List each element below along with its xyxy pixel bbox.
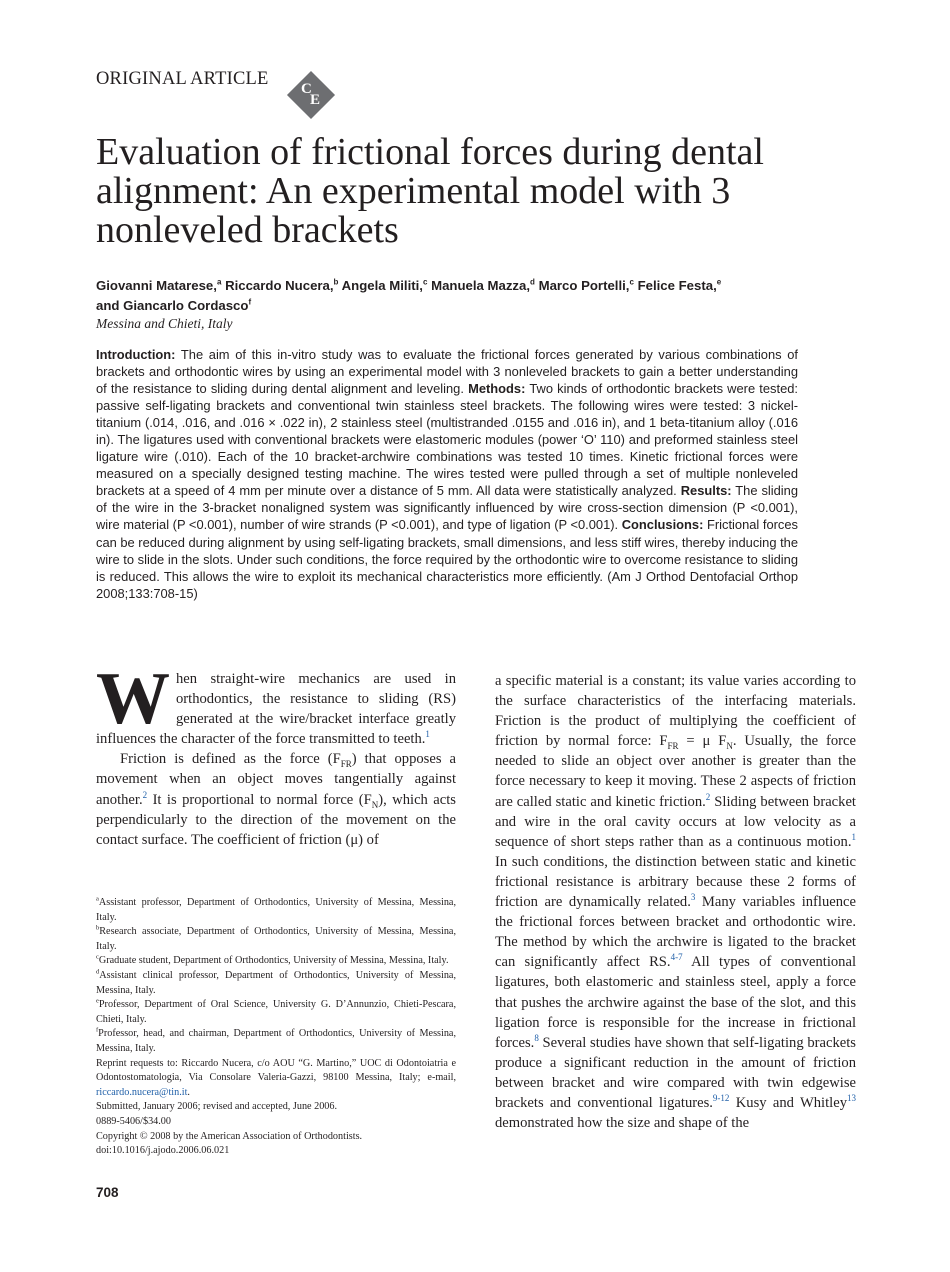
- author: Giovanni Matarese,: [96, 278, 217, 293]
- paragraph-text: Friction is defined as the force (F: [120, 751, 341, 768]
- body-paragraph: [96, 749, 456, 849]
- abstract-methods-text: Two kinds of orthodontic brackets were tested: passive self-ligating brackets and conventional twin stainless steel brackets. The following wires were tested: 3 nickel-titanium (.014, .016, and .016 × .022 in), 2 stainless steel (multistranded .0155 and .016 in), and 1 beta-titanium alloy (.016 in). The ligatures used with conventional brackets were elastomeric modules (power ‘O’ 110) and preformed stainless steel ligature wire (.010). Each of the 10 bracket-archwire combinations was tested 10 times. Kinetic frictional forces were measured on a specially designed testing machine. The wires tested were pulled through a set of multiple nonleveled brackets at a speed of 4 mm per minute over a distance of 5 mm. All data were statistically analyzed.: [96, 381, 798, 499]
- article-title: Evaluation of frictional forces during dental alignment: An experimental model with 3 nonleveled brackets: [96, 131, 764, 251]
- citation-ref[interactable]: 13: [847, 1093, 856, 1104]
- citation-ref[interactable]: 4-7: [670, 952, 683, 963]
- citation-ref[interactable]: 9-12: [712, 1093, 730, 1104]
- author: and Giancarlo Cordasco: [96, 298, 249, 313]
- footnote: [96, 1027, 456, 1056]
- paragraph-text: Sliding between bracket and wire in the oral cavity occurs at low velocity as a sequence of short steps rather than as a continuous motion.: [495, 793, 856, 850]
- paragraph-text: All types of conventional ligatures, both elastomeric and stainless steel, apply a force that pushes the archwire against the base of the slot, and this ligation force is responsible for the increase in frictional forces.: [495, 954, 856, 1051]
- paragraph-text: ), which acts perpendicularly to the direction of the movement on the contact surface. The coefficient of friction (μ) of: [96, 791, 456, 848]
- paragraph-text: Kusy and Whitley: [729, 1094, 847, 1111]
- abstract: [96, 346, 798, 602]
- footnote-text: Assistant clinical professor, Department of Orthodontics, University of Messina, Messina, Italy.: [96, 969, 456, 996]
- copyright: Copyright © 2008 by the American Association of Orthodontists.: [96, 1130, 363, 1142]
- citation-ref[interactable]: 2: [142, 789, 148, 800]
- author: Felice Festa,: [637, 278, 717, 293]
- footnotes: [96, 896, 456, 1159]
- author-sup: d: [530, 277, 535, 287]
- footnote-marker: d: [96, 968, 100, 976]
- subscript: N: [726, 741, 733, 752]
- page-number: 708: [96, 1185, 119, 1200]
- footnote-marker: c: [96, 953, 99, 961]
- issn: 0889-5406/$34.00: [96, 1115, 171, 1127]
- reprint-text: Reprint requests to: Riccardo Nucera, c/o AOU “G. Martino,” UOC di Odontoiatria e Odontostomatologia, Via Consolare Valeria-Gazzi, 98100 Messina, Italy; e-mail,: [96, 1057, 456, 1084]
- author: Angela Militi,: [341, 278, 423, 293]
- abstract-conclusions-label: Conclusions:: [621, 517, 704, 533]
- footnote-marker: a: [96, 895, 99, 903]
- body-paragraph: [495, 671, 856, 1133]
- footnote-text: Assistant professor, Department of Orthodontics, University of Messina, Messina, Italy.: [96, 897, 456, 923]
- logo-letter-e: E: [310, 92, 321, 108]
- citation-ref[interactable]: 3: [690, 892, 696, 903]
- body-column-left: [96, 658, 456, 850]
- citation-ref[interactable]: 1: [425, 729, 430, 740]
- paragraph-text: ) that opposes a movement when an object moves tangentially against another.: [96, 751, 456, 808]
- abstract-results-label: Results:: [680, 483, 732, 499]
- ce-logo: [286, 70, 336, 120]
- paragraph-text: a specific material is a constant; its value varies according to the surface characteristics of the interfacing materials. Friction is the product of multiplying the coefficient of friction by normal force: F: [495, 673, 856, 750]
- paragraph-text: . Usually, the force needed to slide an object over another is greater than the force necessary to keep it moving. These 2 aspects of friction are called static and kinetic friction.: [495, 733, 856, 810]
- paragraph-text: hen straight-wire mechanics are used in orthodontics, the resistance to sliding (RS) generated at the wire/bracket interface greatly influences the character of the force transmitted to teeth.: [96, 671, 456, 748]
- author: Marco Portelli,: [538, 278, 630, 293]
- paragraph-text: In such conditions, the distinction between static and kinetic frictional resistance is arbitrary because these 2 forms of friction are dynamically related.: [495, 853, 856, 911]
- reprint-requests: [96, 1057, 456, 1101]
- author-list: [96, 276, 856, 316]
- footnote: [96, 896, 456, 925]
- logo-letter-c: C: [301, 81, 312, 97]
- body-column-right: [495, 671, 856, 1133]
- affiliation: Messina and Chieti, Italy: [96, 316, 233, 331]
- footnote-text: Graduate student, Department of Orthodontics, University of Messina, Messina, Italy.: [98, 955, 449, 967]
- author-sup: b: [333, 277, 339, 287]
- abstract-intro-label: Introduction:: [96, 347, 176, 362]
- citation-ref[interactable]: 2: [705, 791, 711, 802]
- email-link[interactable]: riccardo.nucera@tin.it: [96, 1086, 188, 1098]
- submission-dates: Submitted, January 2006; revised and accepted, June 2006.: [96, 1101, 338, 1113]
- footnote-text: Professor, Department of Oral Science, University G. D’Annunzio, Chieti-Pescara, Chieti, Italy.: [96, 999, 456, 1025]
- author-sup: f: [248, 297, 252, 307]
- author-sup: c: [629, 277, 634, 287]
- abstract-intro-text: The aim of this in-vitro study was to evaluate the frictional forces generated by various combinations of brackets and orthodontic wires by using an experimental model with 3 nonleveled brackets to gain a better understanding of the resistance to sliding during dental alignment and leveling.: [96, 347, 798, 397]
- doi[interactable]: doi:10.1016/j.ajodo.2006.06.021: [96, 1145, 230, 1157]
- footnote-text: Professor, head, and chairman, Department of Orthodontics, University of Messina, Messina, Italy.: [96, 1028, 456, 1054]
- citation-ref[interactable]: 8: [534, 1032, 539, 1043]
- footnote: [96, 969, 456, 998]
- author-sup: c: [422, 277, 428, 287]
- subscript: FR: [340, 759, 352, 770]
- footnote: [96, 998, 456, 1027]
- abstract-conclusions-text: Frictional forces can be reduced during alignment by using self-ligating brackets, small dimensions, and less stiff wires, thereby inducing the wire to slide in the slots. Under such conditions, the force required by the orthodontic wire to overcome resistance to sliding is reduced. This allows the wire to exploit its mechanical characteristics more efficiently. (Am J Orthod Dentofacial Orthop 2008;133:708-15): [96, 517, 798, 601]
- footnote: [96, 954, 456, 969]
- subscript: N: [371, 799, 379, 810]
- reprint-text: .: [187, 1086, 190, 1098]
- footnote: [96, 925, 456, 954]
- author: Manuela Mazza,: [431, 278, 531, 293]
- paragraph-text: = μ F: [678, 733, 727, 750]
- paragraph-text: Many variables influence the frictional forces between bracket and orthodontic wire. The method by which the archwire is ligated to the bracket can significantly affect RS.: [495, 894, 856, 971]
- footnote-marker: f: [96, 1026, 99, 1034]
- abstract-results-text: The sliding of the wire in the 3-bracket nonaligned system was significantly influenced by wire cross-section dimension (P <0.001), wire material (P <0.001), number of wire strands (P <0.001), and type of ligation (P <0.001).: [96, 483, 798, 533]
- author: Riccardo Nucera,: [225, 278, 334, 293]
- drop-cap: W: [96, 658, 170, 740]
- abstract-methods-label: Methods:: [468, 381, 526, 397]
- paragraph-text: demonstrated how the size and shape of the: [495, 1115, 750, 1132]
- footnote-text: Research associate, Department of Orthodontics, University of Messina, Messina, Italy.: [96, 926, 456, 952]
- paragraph-text: It is proportional to normal force (F: [147, 791, 372, 808]
- body-paragraph: [96, 658, 456, 749]
- author-sup: a: [216, 277, 222, 287]
- footnote-marker: b: [96, 924, 100, 932]
- author-sup: e: [716, 277, 722, 287]
- footnote-marker: e: [96, 997, 99, 1005]
- subscript: FR: [667, 741, 679, 752]
- citation-ref[interactable]: 1: [851, 831, 856, 842]
- section-label: ORIGINAL ARTICLE: [96, 69, 269, 89]
- paragraph-text: Several studies have shown that self-ligating brackets produce a significant reduction in the amount of friction between bracket and wire compared with twin edgewise brackets and conventional ligatures.: [495, 1034, 856, 1111]
